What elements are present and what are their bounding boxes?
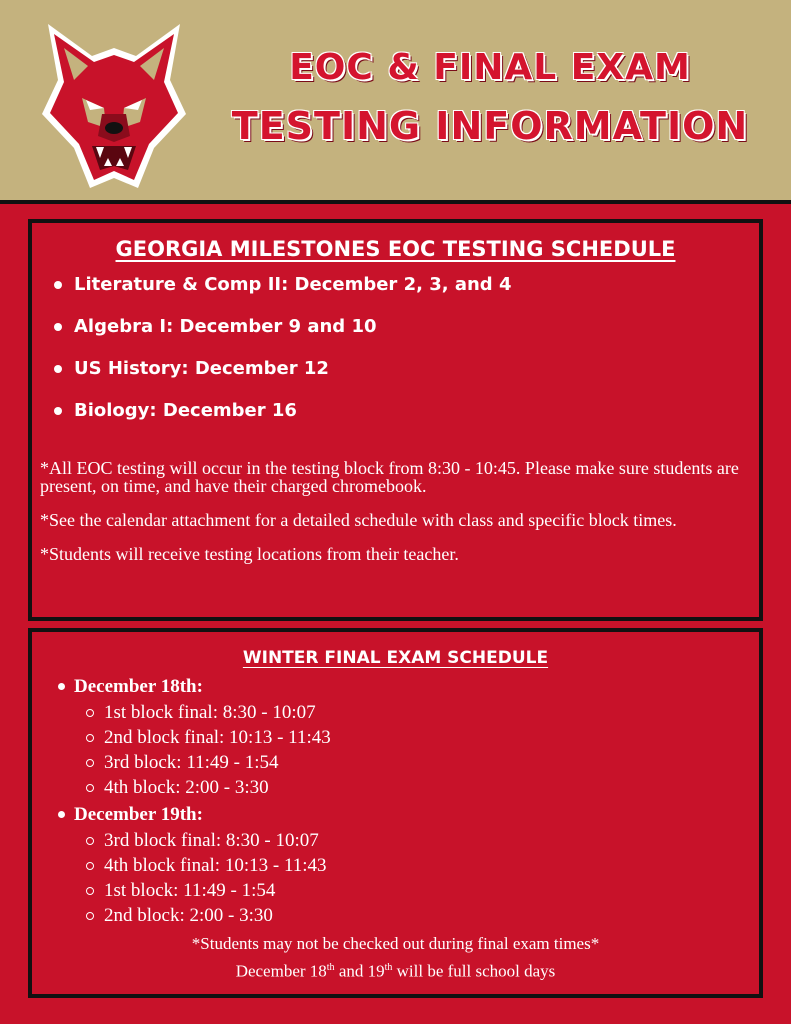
exam-day-label: December 19th: (74, 804, 203, 825)
circle-bullet-icon (86, 734, 94, 742)
exam-block-list (84, 828, 759, 928)
eoc-schedule-box (28, 219, 763, 621)
exam-block-item (84, 903, 759, 928)
exam-block-text: 1st block final: 8:30 - 10:07 (104, 702, 316, 723)
footnote-sup: th (326, 962, 335, 973)
eoc-item-text: Literature & Comp II: December 2, 3, and 4 (74, 274, 512, 295)
footnote-sup: th (384, 962, 393, 973)
final-exam-heading: WINTER FINAL EXAM SCHEDULE (242, 648, 549, 668)
eoc-schedule-heading: GEORGIA MILESTONES EOC TESTING SCHEDULE (115, 237, 676, 261)
eoc-note: *Students will receive testing locations from their teacher. (40, 544, 459, 564)
final-exam-footnotes (32, 932, 759, 984)
circle-bullet-icon (86, 709, 94, 717)
bullet-icon (54, 323, 62, 331)
exam-block-item (84, 775, 759, 800)
exam-block-item (84, 700, 759, 725)
footnote-text: December 18 (235, 961, 327, 981)
eoc-notes (40, 459, 751, 563)
eoc-schedule-list (52, 275, 759, 421)
bullet-icon (58, 683, 65, 690)
bullet-icon (54, 407, 62, 415)
exam-block-item (84, 750, 759, 775)
circle-bullet-icon (86, 837, 94, 845)
title-line-2: TESTING INFORMATION (231, 104, 749, 148)
circle-bullet-icon (86, 912, 94, 920)
circle-bullet-icon (86, 759, 94, 767)
exam-block-item (84, 853, 759, 878)
exam-block-text: 2nd block: 2:00 - 3:30 (104, 905, 273, 926)
exam-block-item (84, 725, 759, 750)
exam-block-text: 3rd block final: 8:30 - 10:07 (104, 830, 319, 851)
eoc-note: *See the calendar attachment for a detailed schedule with class and specific block times. (40, 510, 677, 530)
exam-block-text: 2nd block final: 10:13 - 11:43 (104, 727, 331, 748)
footnote-full-days (32, 956, 759, 984)
eoc-item-text: Algebra I: December 9 and 10 (74, 316, 377, 337)
eoc-item-text: US History: December 12 (74, 358, 329, 379)
exam-block-list (84, 700, 759, 800)
bullet-icon (58, 811, 65, 818)
footnote-checkout: *Students may not be checked out during final exam times* (191, 934, 600, 953)
list-item (52, 275, 759, 295)
final-exam-box (28, 628, 763, 998)
footnote-text: will be full school days (392, 961, 556, 981)
exam-day (54, 674, 759, 800)
header-banner (0, 0, 791, 204)
exam-day (54, 802, 759, 928)
exam-block-text: 4th block final: 10:13 - 11:43 (104, 855, 327, 876)
bullet-icon (54, 365, 62, 373)
exam-block-text: 1st block: 11:49 - 1:54 (104, 880, 276, 901)
exam-block-item (84, 828, 759, 853)
exam-block-text: 3rd block: 11:49 - 1:54 (104, 752, 279, 773)
title-line-1: EOC & FINAL EXAM (289, 47, 691, 88)
list-item (52, 401, 759, 421)
circle-bullet-icon (86, 887, 94, 895)
footnote-text: and 19 (334, 961, 385, 981)
exam-block-text: 4th block: 2:00 - 3:30 (104, 777, 269, 798)
bullet-icon (54, 281, 62, 289)
exam-day-label: December 18th: (74, 676, 203, 697)
eoc-note: *All EOC testing will occur in the testing block from 8:30 - 10:45. Please make sure students are present, on time, and have their charged chromebook. (40, 458, 739, 496)
list-item (52, 317, 759, 337)
circle-bullet-icon (86, 862, 94, 870)
circle-bullet-icon (86, 784, 94, 792)
eoc-item-text: Biology: December 16 (74, 400, 297, 421)
wolf-head-mascot-icon (34, 18, 194, 194)
final-exam-list (54, 674, 759, 928)
exam-block-item (84, 878, 759, 903)
page-title (205, 40, 775, 156)
list-item (52, 359, 759, 379)
